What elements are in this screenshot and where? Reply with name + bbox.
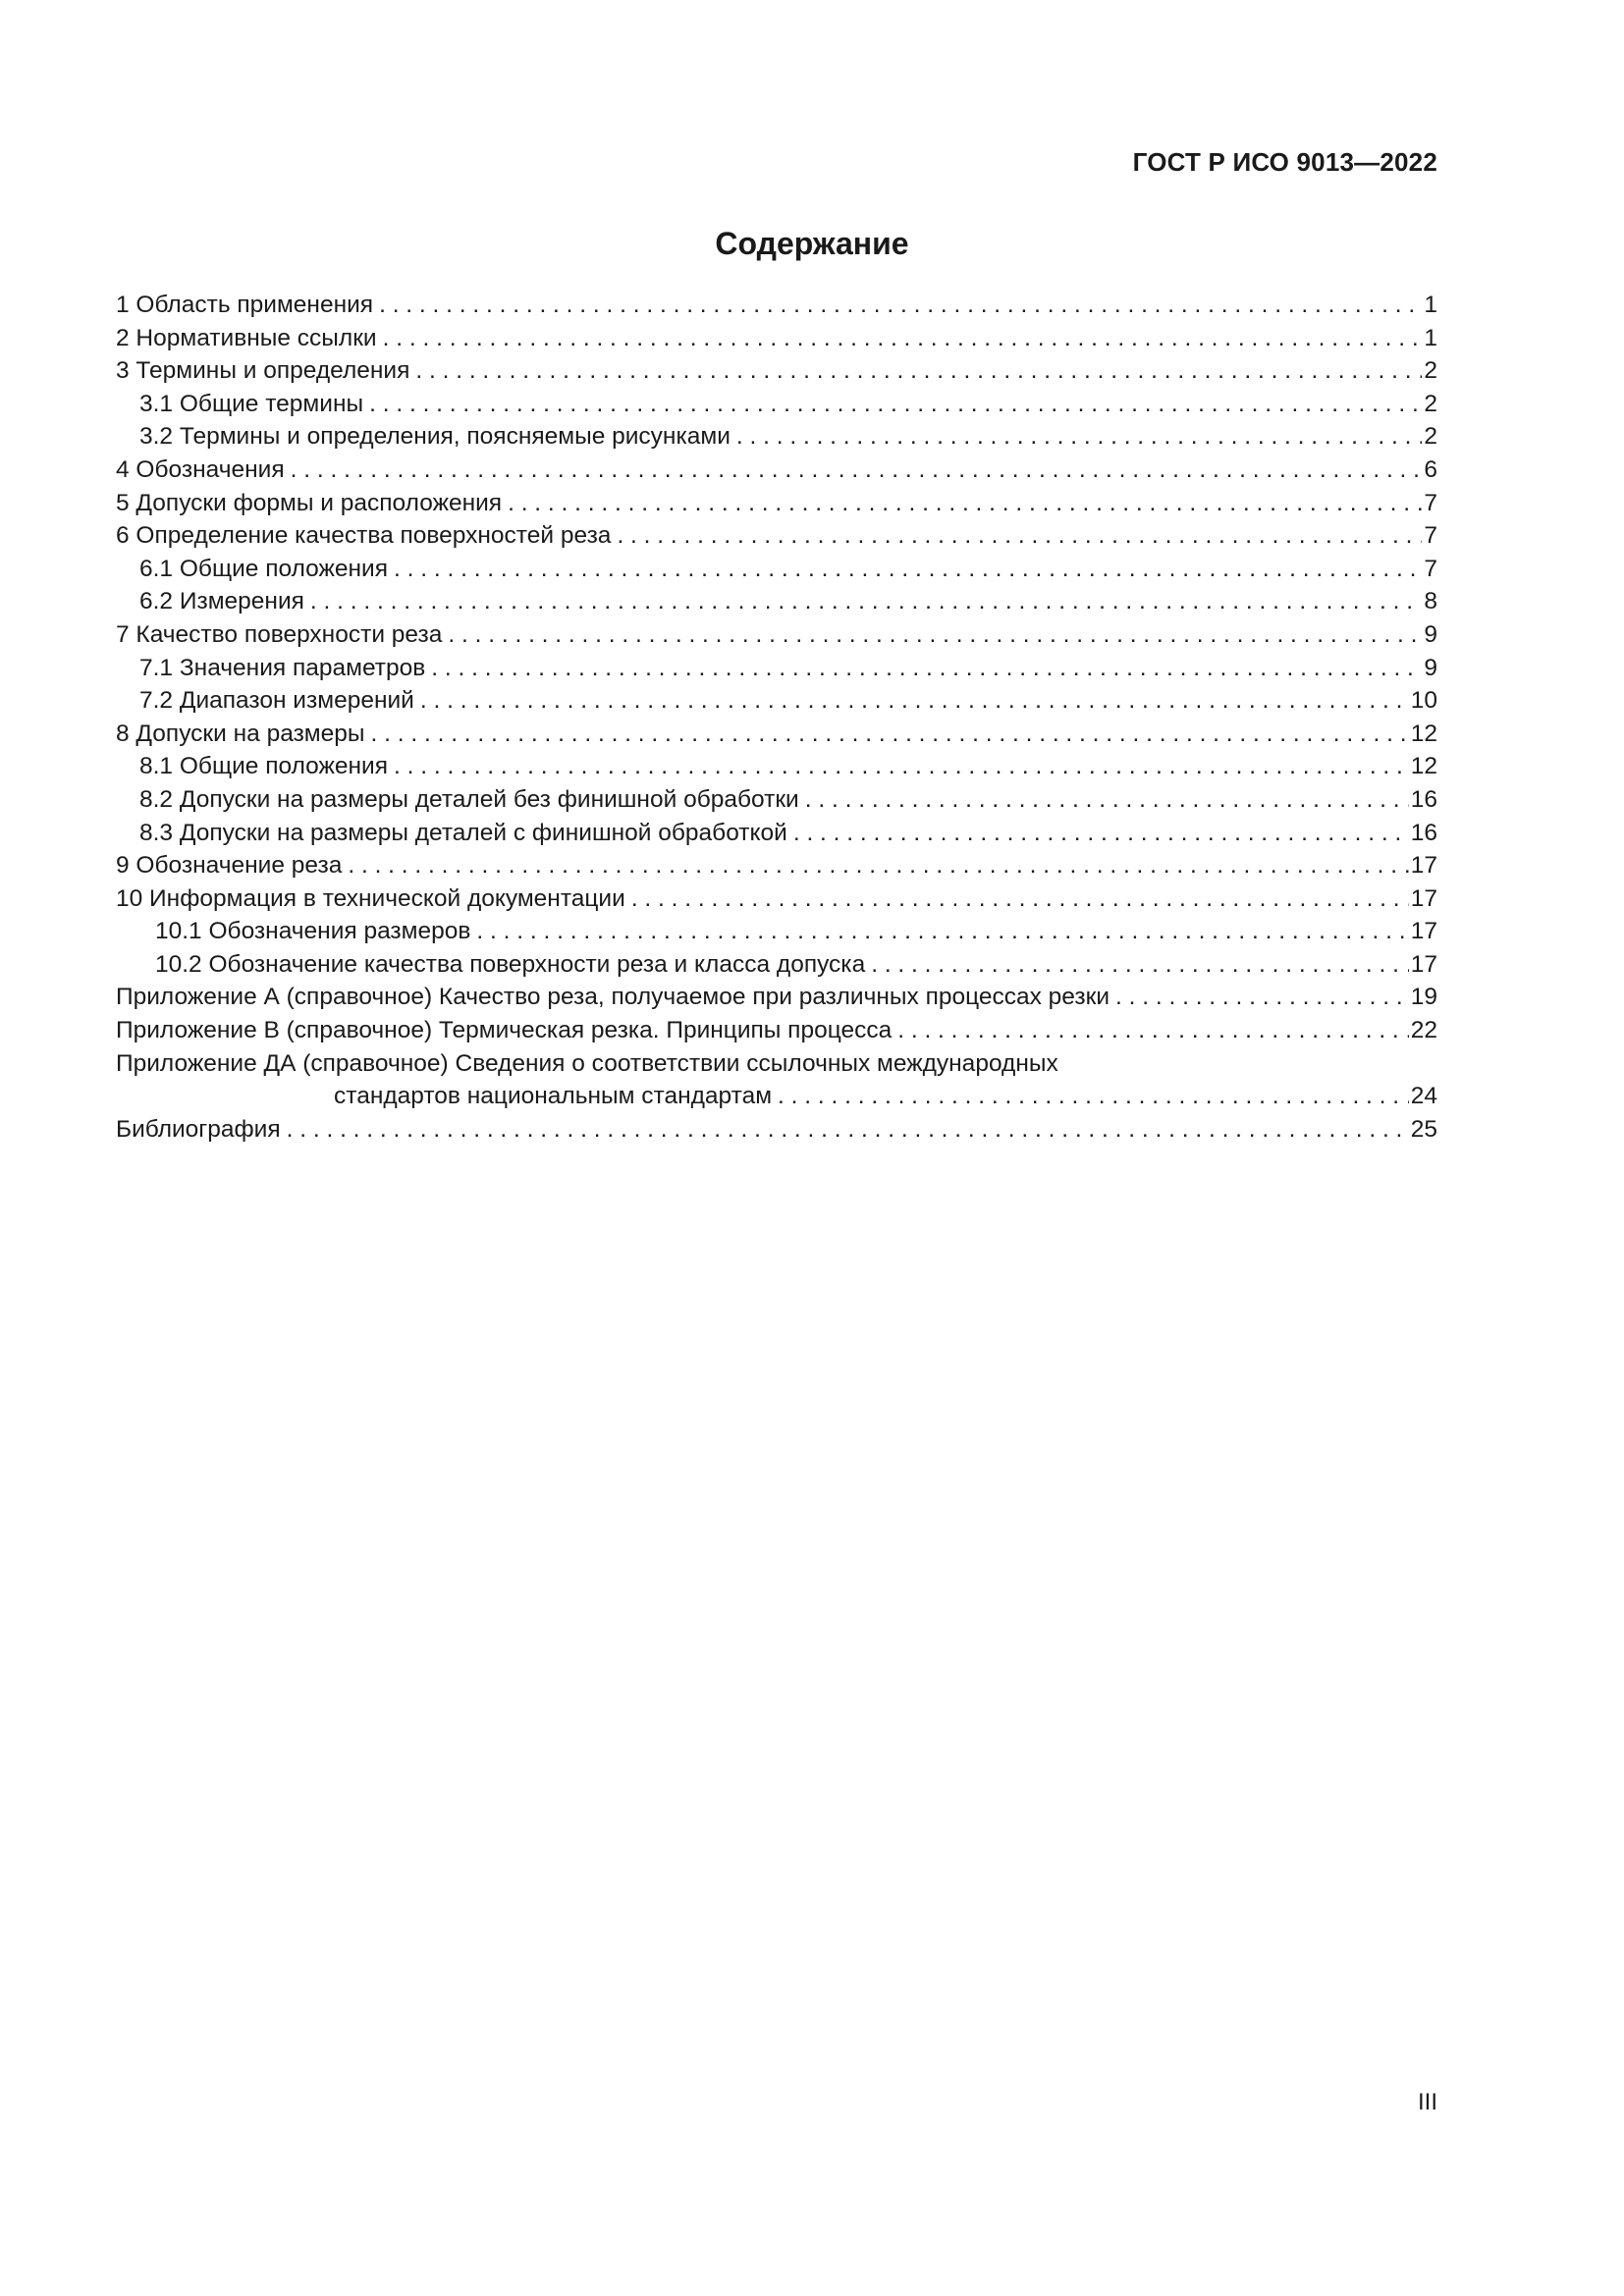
toc-leader xyxy=(371,718,1409,751)
toc-entry-continuation[interactable] xyxy=(116,1080,1437,1113)
toc-entry-title: 6.2 Измерения xyxy=(139,588,304,615)
toc-leader xyxy=(778,1080,1409,1113)
toc-entry-page: 17 xyxy=(1410,950,1437,978)
toc-leader xyxy=(476,915,1408,948)
toc-entry-title: 3.1 Общие термины xyxy=(139,390,364,417)
toc-leader xyxy=(805,783,1409,817)
toc-entry-page: 7 xyxy=(1424,522,1437,550)
toc-entry-title: 5 Допуски формы и расположения xyxy=(116,489,503,516)
toc-entry-title: 8 Допуски на размеры xyxy=(116,720,365,747)
toc-leader xyxy=(415,354,1422,388)
toc-entry-title: 9 Обозначение реза xyxy=(116,852,343,880)
toc-entry[interactable] xyxy=(116,652,1437,685)
toc-entry[interactable] xyxy=(116,718,1437,751)
toc-leader xyxy=(287,1113,1409,1147)
toc-entry-page: 9 xyxy=(1424,654,1437,681)
toc-entry[interactable] xyxy=(116,322,1437,355)
toc-entry-page: 9 xyxy=(1424,620,1437,648)
toc-leader xyxy=(1115,981,1409,1014)
toc-entry-page: 17 xyxy=(1410,884,1437,912)
toc-entry-page: 12 xyxy=(1410,753,1437,780)
toc-entry-title: 6.1 Общие положения xyxy=(139,555,389,582)
toc-entry-page: 8 xyxy=(1424,588,1437,615)
toc-entry-title: 2 Нормативные ссылки xyxy=(116,324,377,351)
toc-entry[interactable] xyxy=(116,354,1437,388)
toc-entry-page: 7 xyxy=(1424,555,1437,582)
toc-entry-title: 10.2 Обозначение качества поверхности реза и класса допуска xyxy=(155,950,866,978)
toc-leader xyxy=(348,849,1408,882)
toc-entry-title: 8.3 Допуски на размеры деталей с финишной обработкой xyxy=(139,819,787,846)
toc-leader xyxy=(420,684,1409,718)
toc-entry-title: Приложение В (справочное) Термическая резка. Принципы процесса xyxy=(116,1017,893,1044)
toc-entry[interactable] xyxy=(116,783,1437,817)
toc-entry[interactable] xyxy=(116,553,1437,586)
toc-leader xyxy=(291,454,1423,487)
toc-entry-page: 16 xyxy=(1410,785,1437,813)
toc-leader xyxy=(617,519,1422,553)
toc-leader xyxy=(448,618,1422,652)
toc-entry-title: 1 Область применения xyxy=(116,292,374,318)
toc-leader xyxy=(736,420,1422,454)
toc-leader xyxy=(431,652,1422,685)
toc-entry-page: 1 xyxy=(1424,324,1437,351)
toc-entry-page: 7 xyxy=(1424,489,1437,516)
toc-entry[interactable] xyxy=(116,948,1437,982)
toc-leader xyxy=(897,1014,1409,1047)
toc-entry-page: 6 xyxy=(1424,455,1437,483)
toc-leader xyxy=(793,817,1409,850)
toc-entry-page: 10 xyxy=(1410,687,1437,715)
toc-entry-title: 6 Определение качества поверхностей реза xyxy=(116,522,612,550)
toc-entry-page: 2 xyxy=(1424,357,1437,385)
toc-entry-page: 22 xyxy=(1410,1017,1437,1044)
page-number: III xyxy=(1417,2089,1437,2115)
toc-entry[interactable] xyxy=(116,618,1437,652)
toc-leader xyxy=(383,322,1423,355)
toc-entry-page: 17 xyxy=(1410,852,1437,880)
toc-entry-page: 2 xyxy=(1424,390,1437,417)
toc-leader xyxy=(310,585,1422,618)
toc-entry-page: 16 xyxy=(1410,819,1437,846)
toc-entry-page: 19 xyxy=(1410,984,1437,1011)
toc-entry[interactable] xyxy=(116,915,1437,948)
toc-entry-title: 3 Термины и определения xyxy=(116,357,410,385)
toc-leader xyxy=(871,948,1409,982)
toc-entry-title: 7.2 Диапазон измерений xyxy=(139,687,414,715)
toc-entry[interactable] xyxy=(116,882,1437,916)
toc-leader xyxy=(394,553,1422,586)
toc-entry-title: стандартов национальным стандартам xyxy=(334,1083,773,1110)
toc-entry-title: 10 Информация в технической документации xyxy=(116,884,625,912)
toc-entry-page: 17 xyxy=(1410,918,1437,945)
toc-entry-page: 24 xyxy=(1410,1083,1437,1110)
toc-entry[interactable] xyxy=(116,289,1437,322)
toc-entry[interactable] xyxy=(116,750,1437,783)
toc-entry-title: 7 Качество поверхности реза xyxy=(116,620,443,648)
toc-entry-title: Приложение А (справочное) Качество реза, получаемое при различных процессах резки xyxy=(116,984,1110,1011)
toc-entry-title: Приложение ДА (справочное) Сведения о соответствии ссылочных международных xyxy=(116,1049,1058,1077)
toc-entry[interactable] xyxy=(116,817,1437,850)
toc-entry-title: Библиография xyxy=(116,1115,281,1143)
toc-entry[interactable] xyxy=(116,585,1437,618)
toc-entry[interactable] xyxy=(116,487,1437,520)
toc-entry-page: 2 xyxy=(1424,423,1437,451)
toc-entry[interactable] xyxy=(116,849,1437,882)
toc-entry-title: 7.1 Значения параметров xyxy=(139,654,426,681)
toc-entry-title: 4 Обозначения xyxy=(116,455,285,483)
toc-entry[interactable] xyxy=(116,420,1437,454)
toc-entry[interactable] xyxy=(116,684,1437,718)
toc-leader xyxy=(369,388,1422,421)
document-code: ГОСТ Р ИСО 9013—2022 xyxy=(1132,147,1437,177)
toc-entry[interactable] xyxy=(116,1014,1437,1047)
toc-entry[interactable] xyxy=(116,1113,1437,1147)
toc-leader xyxy=(379,289,1422,322)
page-title: Содержание xyxy=(715,226,909,261)
toc-entry[interactable] xyxy=(116,1047,1437,1081)
toc-entry[interactable] xyxy=(116,388,1437,421)
toc-entry-title: 3.2 Термины и определения, поясняемые рисунками xyxy=(139,423,731,451)
toc-entry-title: 8.2 Допуски на размеры деталей без финишной обработки xyxy=(139,785,799,813)
toc-leader xyxy=(508,487,1422,520)
toc-leader xyxy=(394,750,1409,783)
toc-entry[interactable] xyxy=(116,454,1437,487)
table-of-contents xyxy=(116,289,1437,1146)
toc-entry[interactable] xyxy=(116,519,1437,553)
toc-entry[interactable] xyxy=(116,981,1437,1014)
toc-entry-page: 12 xyxy=(1410,720,1437,747)
toc-entry-page: 25 xyxy=(1410,1115,1437,1143)
toc-leader xyxy=(631,882,1409,916)
toc-entry-title: 10.1 Обозначения размеров xyxy=(155,918,471,945)
toc-entry-title: 8.1 Общие положения xyxy=(139,753,389,780)
toc-entry-page: 1 xyxy=(1424,292,1437,318)
